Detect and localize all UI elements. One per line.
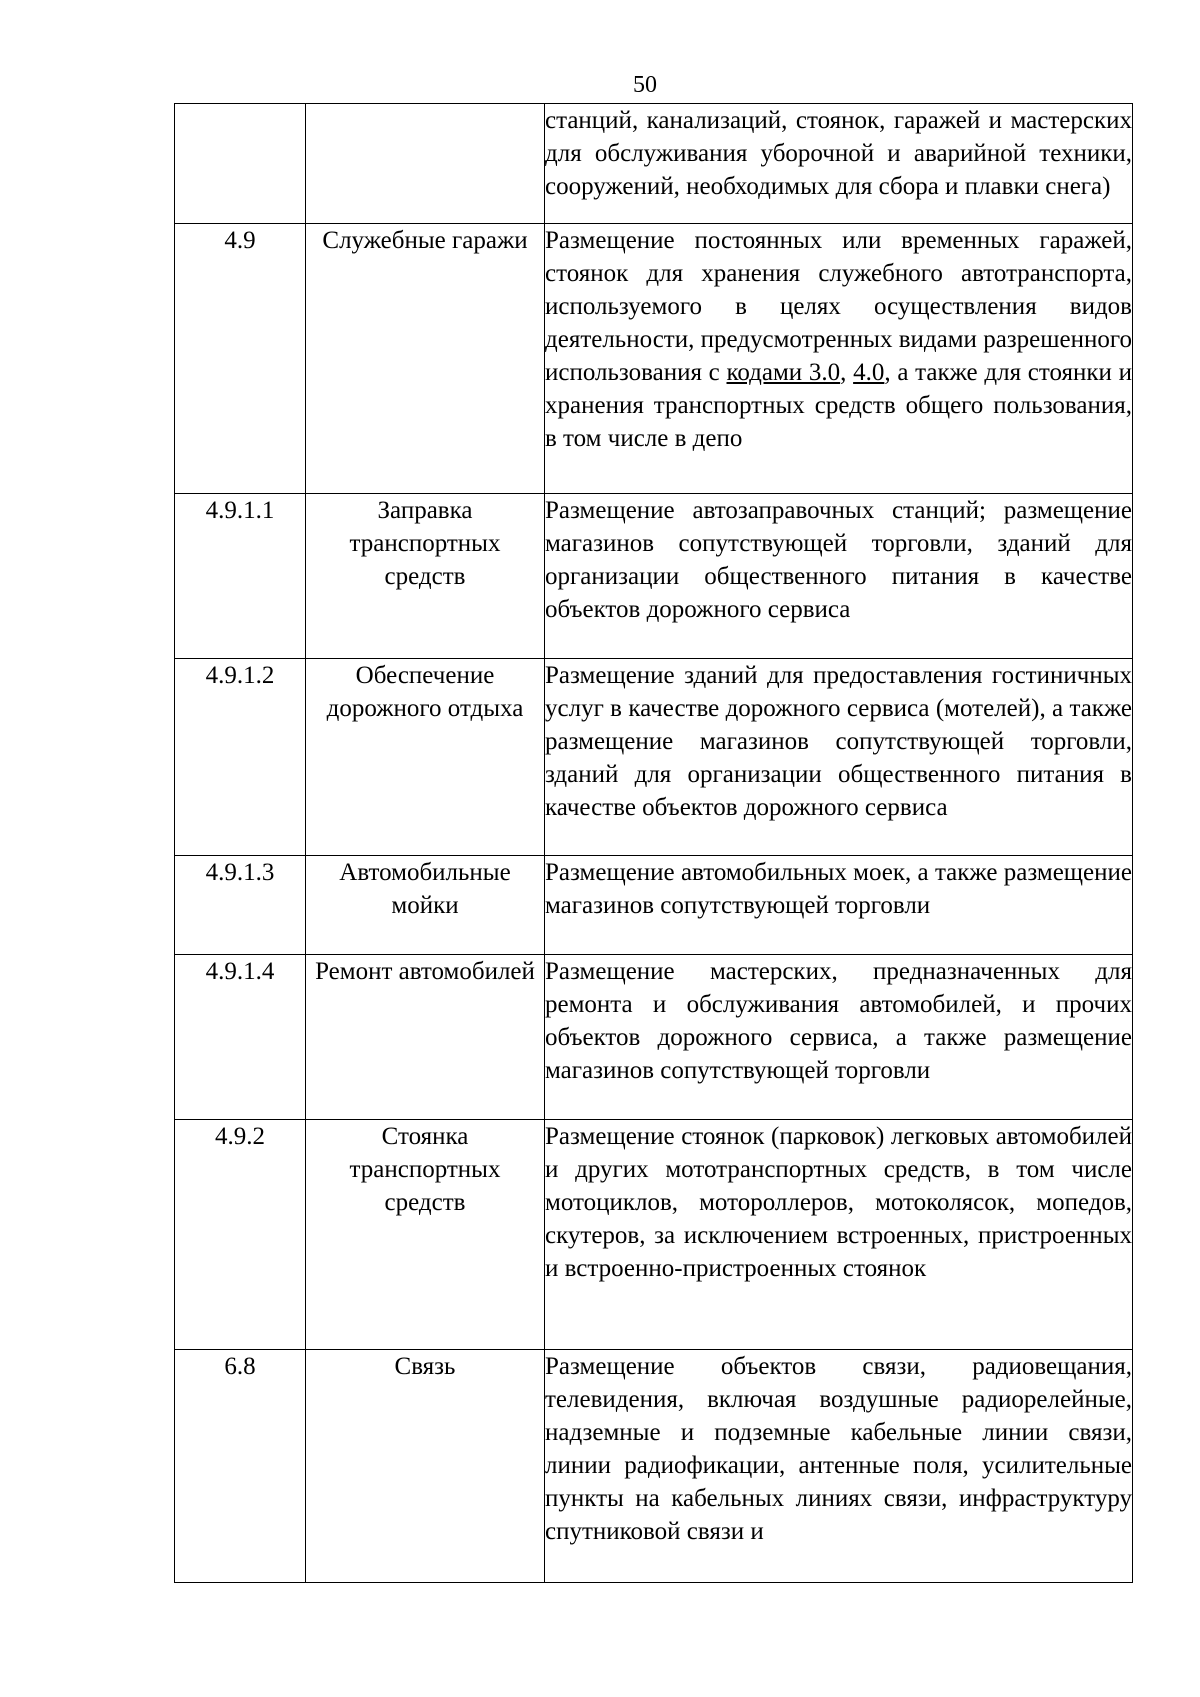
table-row [175,659,1133,856]
code-cell: 4.9.1.4 [175,955,306,1120]
name-cell: Связь [306,1350,545,1583]
name-cell: Обеспечение дорожного отдыха [306,659,545,856]
table-row [175,955,1133,1120]
name-cell: Стоянка транспортных средств [306,1120,545,1350]
table-row [175,856,1133,955]
table-row [175,1120,1133,1350]
code-reference-link[interactable]: кодами 3.0 [726,359,841,386]
land-use-table [174,103,1133,1583]
name-cell: Заправка транспортных средств [306,494,545,659]
description-text: Размещение постоянных или временных гаражей, стоянок для хранения служебного автотранспорта, используемого в целях осуществления видов деятельности, предусмотренных видами разрешенного использования с [545,227,1132,386]
description-cell: Размещение зданий для предоставления гостиничных услуг в качестве дорожного сервиса (мотелей), а также размещение магазинов сопутствующей торговли, зданий для организации общественного питания в качестве объектов дорожного сервиса [545,659,1133,856]
code-cell: 6.8 [175,1350,306,1583]
code-cell [175,104,306,224]
description-cell: Размещение объектов связи, радиовещания, телевидения, включая воздушные радиорелейные, надземные и подземные кабельные линии связи, линии радиофикации, антенные поля, усилительные пункты на кабельных линиях связи, инфраструктуру спутниковой связи и [545,1350,1133,1583]
code-cell: 4.9.1.1 [175,494,306,659]
table-row [175,104,1133,224]
code-reference-link[interactable]: 4.0 [853,359,885,386]
name-cell: Автомобильные мойки [306,856,545,955]
code-cell: 4.9.1.2 [175,659,306,856]
name-cell: Ремонт автомобилей [306,955,545,1120]
description-cell: Размещение автомобильных моек, а также размещение магазинов сопутствующей торговли [545,856,1133,955]
code-cell: 4.9.1.3 [175,856,306,955]
description-text: , [840,359,854,386]
table-row [175,1350,1133,1583]
page-number: 50 [633,72,657,98]
name-cell: Служебные гаражи [306,224,545,494]
table-row [175,494,1133,659]
description-cell: Размещение автозаправочных станций; размещение магазинов сопутствующей торговли, зданий для организации общественного питания в качестве объектов дорожного сервиса [545,494,1133,659]
code-cell: 4.9.2 [175,1120,306,1350]
description-cell [545,224,1133,494]
description-cell: Размещение мастерских, предназначенных для ремонта и обслуживания автомобилей, и прочих объектов дорожного сервиса, а также размещение магазинов сопутствующей торговли [545,955,1133,1120]
table-row [175,224,1133,494]
code-cell: 4.9 [175,224,306,494]
name-cell [306,104,545,224]
description-text: , а также для стоянки и хранения транспортных средств общего пользования, в том числе в депо [545,359,1132,452]
description-cell: станций, канализаций, стоянок, гаражей и мастерских для обслуживания уборочной и аварийной техники, сооружений, необходимых для сбора и плавки снега) [545,104,1133,224]
description-cell: Размещение стоянок (парковок) легковых автомобилей и других мототранспортных средств, в том числе мотоциклов, мотороллеров, мотоколясок, мопедов, скутеров, за исключением встроенных, пристроенных и встроенно-пристроенных стоянок [545,1120,1133,1350]
